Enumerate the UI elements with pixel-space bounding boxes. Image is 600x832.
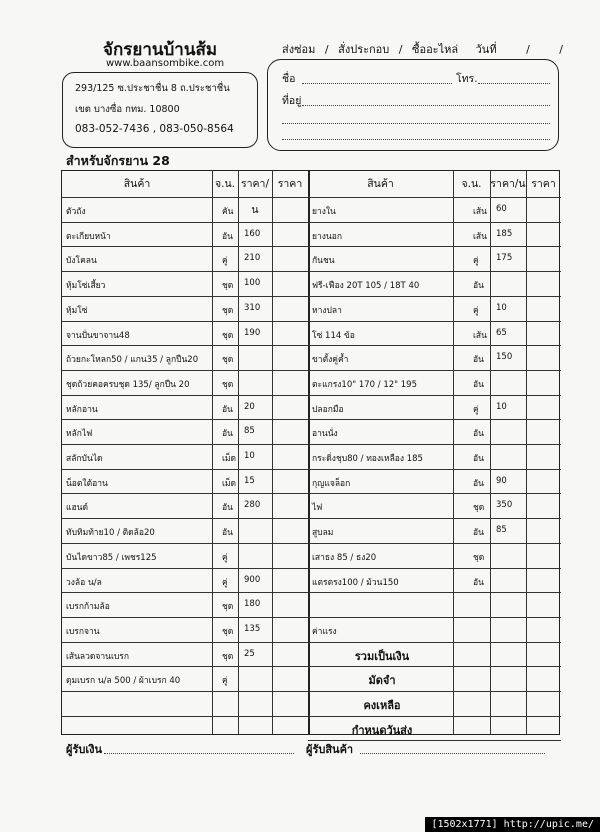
left-item: ตะเกียบหน้า: [66, 231, 111, 242]
left-unit: ชุด: [222, 602, 234, 613]
left-unit-price: 900: [244, 574, 261, 585]
row-line: [62, 370, 308, 371]
right-unit: อัน: [473, 355, 484, 366]
left-item: น็อตใต้อาน: [66, 478, 108, 489]
payer-signature-line[interactable]: [104, 753, 294, 754]
right-item: กันชน: [312, 256, 335, 267]
left-item: ชุดถ้วยคอครบชุด 135/ ลูกปืน 20: [66, 379, 190, 390]
right-item: ฟรี-เฟือง 20T 105 / 18T 40: [312, 281, 420, 292]
right-item: ยางนอก: [312, 231, 342, 242]
address-field-1[interactable]: [302, 104, 550, 106]
total-label: รวมเป็นเงิน: [354, 649, 410, 663]
row-line: [308, 518, 561, 519]
row-line: [62, 493, 308, 494]
row-line: [308, 419, 561, 420]
total-label: กำหนดวันส่ง: [351, 723, 413, 737]
row-line: [308, 444, 561, 445]
left-item: เส้นลวดจานเบรก: [66, 651, 129, 662]
row-line: [308, 469, 561, 470]
row-line: [62, 444, 308, 445]
row-line: [308, 493, 561, 494]
date-slash: /: [526, 43, 530, 56]
row-line: [308, 246, 561, 247]
right-unit: เส้น: [473, 330, 487, 341]
phone-numbers: 083-052-7436 , 083-050-8564: [75, 123, 234, 135]
row-line: [62, 395, 308, 396]
row-line: [62, 518, 308, 519]
left-unit: คู่: [222, 577, 228, 588]
customer-box: [267, 59, 559, 151]
left-unit: ชุด: [222, 379, 234, 390]
right-unit-price: 10: [496, 302, 507, 313]
row-line: [62, 321, 308, 322]
left-unit: ชุด: [222, 355, 234, 366]
left-unit-price: 10: [244, 451, 255, 461]
total-label: มัดจำ: [368, 674, 396, 688]
row-line: [308, 568, 561, 569]
row-line: [308, 395, 561, 396]
phone-field[interactable]: [478, 82, 550, 84]
left-item: จานปั่นขาจาน48: [66, 330, 130, 341]
right-unit: เส้น: [473, 207, 487, 217]
shop-name: จักรยานบ้านส้ม: [103, 40, 218, 60]
separator: /: [398, 43, 403, 56]
receiver-signature-line[interactable]: [360, 753, 545, 754]
left-unit: เม็ด: [222, 478, 237, 489]
left-unit: ชุด: [222, 330, 234, 341]
service-options: [282, 40, 569, 58]
row-line: [62, 666, 308, 667]
row-line: [62, 271, 308, 272]
left-item: หุ้มโซ่: [66, 305, 88, 316]
right-unit-price: 65: [496, 327, 507, 338]
row-line: [62, 543, 308, 544]
left-unit: เม็ด: [222, 454, 237, 464]
right-unit: อัน: [473, 528, 484, 539]
right-item: ปลอกมือ: [312, 404, 344, 415]
right-unit: อัน: [473, 478, 484, 489]
row-line: [62, 345, 308, 346]
right-item: ขาตั้งคู่ค้ำ: [312, 355, 349, 366]
date-label: วันที่: [475, 43, 497, 56]
right-unit-price: 60: [496, 204, 507, 214]
right-unit: อัน: [473, 429, 484, 440]
address-label: ที่อยู่: [282, 95, 302, 107]
grid-line: [490, 171, 491, 734]
address-field-2[interactable]: [282, 122, 550, 124]
right-item: ยางใน: [312, 207, 336, 217]
website: www.baansombike.com: [106, 58, 225, 69]
left-item: บันไดขาว85 / เพชร125: [66, 552, 157, 563]
row-line: [308, 321, 561, 322]
grid-line: [272, 171, 273, 734]
right-item: ตะแกรง10" 170 / 12" 195: [312, 379, 417, 390]
left-item: หลักอาน: [66, 404, 98, 415]
left-item: เบรกก้ามล้อ: [66, 602, 110, 613]
left-unit: คู่: [222, 256, 228, 267]
left-item: เบรกจาน: [66, 626, 100, 637]
right-item: สูบลม: [312, 528, 334, 539]
grid-line: [212, 171, 213, 734]
left-unit: อัน: [222, 231, 233, 242]
name-field[interactable]: [302, 82, 452, 84]
row-line: [62, 222, 308, 223]
row-line: [62, 197, 561, 198]
header-price: ราคา: [277, 178, 303, 190]
left-item: วงล้อ น/ล: [66, 577, 102, 588]
address-line-2: เขต บางซื่อ กทม. 10800: [75, 104, 180, 115]
grid-line: [526, 171, 527, 734]
watermark: [1502x1771] http://upic.me/: [425, 817, 600, 832]
shop-address-box: [62, 72, 258, 148]
left-unit-price: 180: [244, 599, 261, 610]
name-label: ชื่อ: [282, 73, 296, 85]
row-line: [308, 222, 561, 223]
row-line: [308, 543, 561, 544]
left-unit: คู่: [222, 552, 228, 563]
date-slash: /: [559, 43, 564, 56]
right-unit: ชุด: [473, 503, 485, 514]
right-unit-price: 185: [496, 228, 513, 239]
left-unit: ชุด: [222, 651, 234, 662]
left-unit-price: 160: [244, 228, 261, 239]
row-line: [308, 642, 561, 643]
left-unit: อัน: [222, 429, 233, 440]
right-unit: คู่: [473, 256, 479, 267]
left-unit: คัน: [222, 207, 234, 217]
left-unit: อัน: [222, 528, 233, 539]
right-unit: คู่: [473, 305, 479, 316]
right-unit: คู่: [473, 404, 479, 415]
row-line: [62, 642, 308, 643]
right-item: อานนั่ง: [312, 429, 338, 440]
right-unit-price: 10: [496, 401, 507, 412]
right-item: กุญแจล็อก: [312, 478, 351, 489]
payer-label: ผู้รับเงิน: [66, 743, 102, 756]
right-item: ไฟ: [312, 503, 323, 514]
left-unit-price: 20: [244, 401, 255, 412]
grid-line: [453, 171, 454, 734]
header-unit-price: ราคา/น: [241, 178, 269, 216]
header-unit-price: ราคา/น: [490, 178, 526, 190]
row-line: [62, 246, 308, 247]
left-item: ตัวถัง: [66, 207, 86, 217]
left-unit-price: 280: [244, 500, 261, 511]
left-unit: คู่: [222, 676, 228, 687]
row-line: [62, 568, 308, 569]
header-price: ราคา: [531, 178, 556, 190]
right-unit: ชุด: [473, 552, 485, 563]
left-item: สลักบันได: [66, 454, 103, 464]
total-label: คงเหลือ: [363, 699, 401, 712]
right-item: หางปลา: [312, 305, 342, 316]
left-unit-price: 100: [244, 278, 261, 289]
service-repair: ส่งซ่อม: [282, 43, 316, 56]
left-unit-price: 190: [244, 327, 261, 338]
left-item: ดุมเบรก น/ล 500 / ผ้าเบรก 40: [66, 676, 181, 687]
row-line: [308, 592, 561, 593]
header-qty: จ.น.: [214, 178, 235, 190]
left-unit-price: 15: [244, 475, 255, 486]
section-title: สำหรับจักรยาน 28: [66, 153, 170, 168]
right-unit: อัน: [473, 454, 484, 464]
right-unit-price: 90: [496, 475, 507, 486]
address-line-1: 293/125 ซ.ประชาชื่น 8 ถ.ประชาชื่น: [75, 83, 230, 94]
left-unit-price: 210: [244, 253, 261, 264]
service-assemble: สั่งประกอบ: [338, 43, 390, 56]
order-table: [61, 170, 560, 735]
row-line: [308, 296, 561, 297]
grid-line: [308, 171, 310, 734]
left-item: หลักไฟ: [66, 429, 93, 440]
left-unit: อัน: [222, 404, 233, 415]
row-line: [308, 370, 561, 371]
right-unit: อัน: [473, 379, 484, 390]
row-line: [308, 271, 561, 272]
row-line: [308, 691, 561, 692]
right-item: ค่าแรง: [312, 626, 337, 637]
right-item: แตรตรง100 / ม้วน150: [312, 577, 399, 588]
right-item: เสาธง 85 / ธง20: [312, 552, 377, 563]
right-unit-price: 150: [496, 352, 513, 363]
grid-line: [238, 171, 239, 734]
row-line: [62, 592, 308, 593]
left-unit: ชุด: [222, 305, 234, 316]
row-line: [308, 617, 561, 618]
right-unit: อัน: [473, 281, 484, 292]
left-item: ถ้วยกะโหลก50 / แกน35 / ลูกปืน20: [66, 355, 199, 366]
separator: /: [324, 43, 329, 56]
left-item: บังโคลน: [66, 256, 97, 267]
row-line: [62, 419, 308, 420]
phone-label: โทร.: [456, 73, 478, 85]
row-line: [62, 691, 308, 692]
left-unit-price: 135: [244, 623, 261, 634]
left-unit-price: 85: [244, 426, 255, 437]
row-line: [308, 345, 561, 346]
left-unit-price: 310: [244, 302, 261, 313]
right-unit-price: 85: [496, 525, 507, 536]
left-unit: อัน: [222, 503, 233, 514]
row-line: [62, 716, 308, 717]
left-unit-price: 25: [244, 648, 255, 659]
row-line: [62, 469, 308, 470]
service-parts: ซื้ออะไหล่: [412, 43, 459, 56]
receiver-label: ผู้รับสินค้า: [306, 743, 354, 756]
row-line: [308, 666, 561, 667]
header-qty: จ.น.: [461, 178, 482, 190]
left-item: หุ้มโซ่เสี้ยว: [66, 281, 106, 292]
row-line: [62, 617, 308, 618]
left-unit: ชุด: [222, 626, 234, 637]
address-field-3[interactable]: [282, 138, 550, 140]
header-item: สินค้า: [367, 178, 394, 190]
right-item: กระดิ่งชุบ80 / ทองเหลือง 185: [312, 454, 423, 464]
left-item: ทับทิมท้าย10 / ติดล้อ20: [66, 528, 155, 539]
left-unit: ชุด: [222, 281, 234, 292]
header-item: สินค้า: [123, 178, 151, 190]
right-item: โซ่ 114 ข้อ: [312, 330, 355, 341]
right-unit: เส้น: [473, 231, 487, 242]
right-unit-price: 350: [496, 500, 513, 511]
row-line: [308, 716, 561, 717]
right-unit: อัน: [473, 577, 484, 588]
row-line: [62, 296, 308, 297]
left-item: แฮนด์: [66, 503, 88, 514]
right-unit-price: 175: [496, 253, 513, 264]
